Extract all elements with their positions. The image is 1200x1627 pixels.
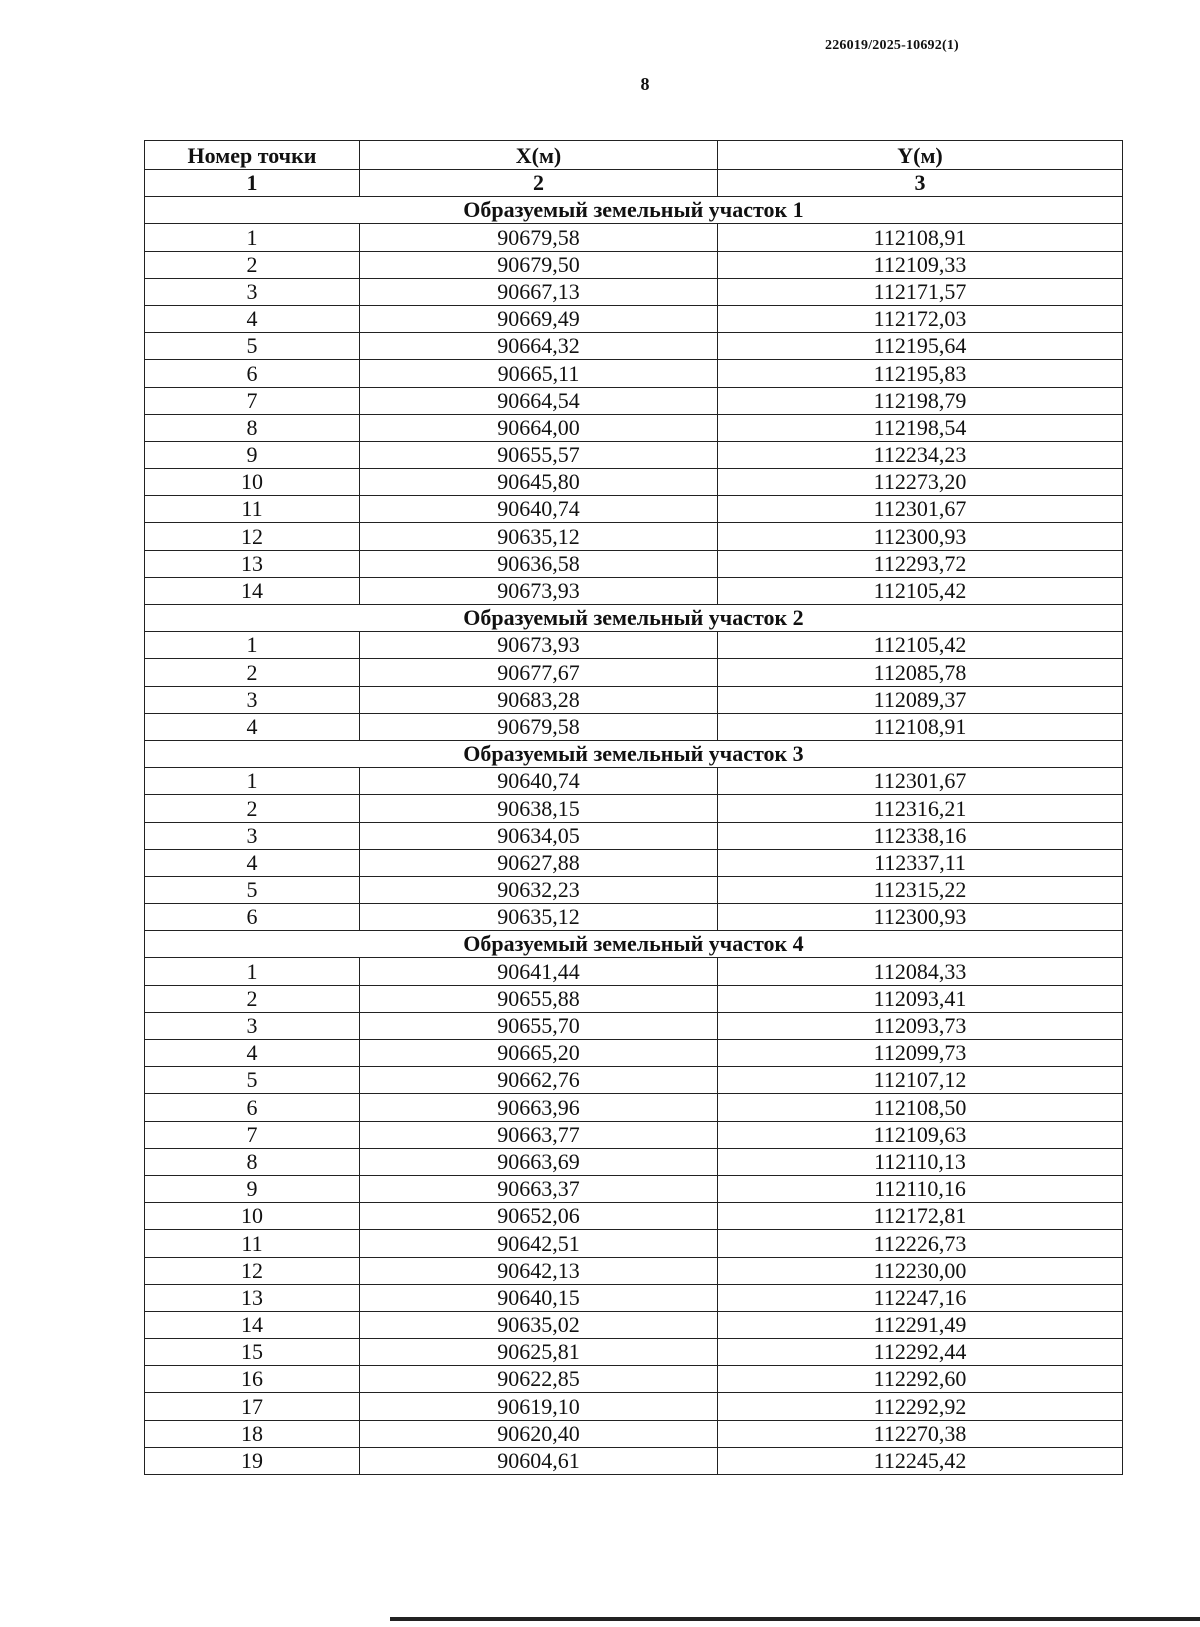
point-number-cell: 2 [145,985,360,1012]
table-row [145,1311,1123,1338]
x-coordinate-cell: 90642,13 [360,1257,718,1284]
x-coordinate-cell: 90638,15 [360,795,718,822]
section-title: Образуемый земельный участок 1 [145,197,1123,224]
table-row [145,1420,1123,1447]
y-coordinate-cell: 112105,42 [718,632,1123,659]
x-coordinate-cell: 90640,74 [360,496,718,523]
point-number-cell: 7 [145,1121,360,1148]
x-coordinate-cell: 90669,49 [360,305,718,332]
header-row [145,141,1123,170]
x-coordinate-cell: 90634,05 [360,822,718,849]
scan-edge-line [390,1617,1200,1621]
table-row [145,904,1123,931]
y-coordinate-cell: 112316,21 [718,795,1123,822]
y-coordinate-cell: 112198,54 [718,414,1123,441]
table-row [145,985,1123,1012]
column-number: 1 [145,170,360,197]
y-coordinate-cell: 112337,11 [718,849,1123,876]
point-number-cell: 5 [145,1067,360,1094]
point-number-cell: 1 [145,768,360,795]
table-row [145,1447,1123,1474]
x-coordinate-cell: 90655,70 [360,1012,718,1039]
table-row [145,1094,1123,1121]
table-row [145,550,1123,577]
x-coordinate-cell: 90635,02 [360,1311,718,1338]
table-row [145,686,1123,713]
x-coordinate-cell: 90622,85 [360,1366,718,1393]
point-number-cell: 3 [145,822,360,849]
table-row [145,849,1123,876]
x-coordinate-cell: 90679,58 [360,224,718,251]
y-coordinate-cell: 112292,60 [718,1366,1123,1393]
y-coordinate-cell: 112301,67 [718,496,1123,523]
x-coordinate-cell: 90679,50 [360,251,718,278]
point-number-cell: 5 [145,876,360,903]
y-coordinate-cell: 112084,33 [718,958,1123,985]
x-coordinate-cell: 90620,40 [360,1420,718,1447]
y-coordinate-cell: 112195,64 [718,333,1123,360]
table-row [145,1230,1123,1257]
table-row [145,795,1123,822]
y-coordinate-cell: 112093,73 [718,1012,1123,1039]
y-coordinate-cell: 112293,72 [718,550,1123,577]
y-coordinate-cell: 112089,37 [718,686,1123,713]
table-row [145,1121,1123,1148]
table-row [145,469,1123,496]
x-coordinate-cell: 90652,06 [360,1203,718,1230]
x-coordinate-cell: 90665,20 [360,1040,718,1067]
y-coordinate-cell: 112315,22 [718,876,1123,903]
point-number-cell: 3 [145,278,360,305]
point-number-cell: 2 [145,251,360,278]
table-row [145,659,1123,686]
y-coordinate-cell: 112171,57 [718,278,1123,305]
y-coordinate-cell: 112108,50 [718,1094,1123,1121]
point-number-cell: 11 [145,496,360,523]
table-row [145,496,1123,523]
point-number-cell: 15 [145,1339,360,1366]
y-coordinate-cell: 112172,03 [718,305,1123,332]
y-coordinate-cell: 112110,16 [718,1175,1123,1202]
point-number-cell: 11 [145,1230,360,1257]
x-coordinate-cell: 90655,57 [360,441,718,468]
y-coordinate-cell: 112273,20 [718,469,1123,496]
column-header-point-number: Номер точки [145,141,360,170]
point-number-cell: 6 [145,360,360,387]
point-number-cell: 19 [145,1447,360,1474]
table-row [145,360,1123,387]
table-row [145,414,1123,441]
column-header-y: Y(м) [718,141,1123,170]
column-number: 2 [360,170,718,197]
y-coordinate-cell: 112234,23 [718,441,1123,468]
table-row [145,632,1123,659]
y-coordinate-cell: 112198,79 [718,387,1123,414]
point-number-cell: 14 [145,577,360,604]
x-coordinate-cell: 90640,15 [360,1284,718,1311]
table-row [145,441,1123,468]
x-coordinate-cell: 90664,32 [360,333,718,360]
table-row [145,822,1123,849]
point-number-cell: 4 [145,305,360,332]
point-number-cell: 8 [145,1148,360,1175]
x-coordinate-cell: 90673,93 [360,632,718,659]
y-coordinate-cell: 112099,73 [718,1040,1123,1067]
point-number-cell: 4 [145,849,360,876]
point-number-cell: 5 [145,333,360,360]
y-coordinate-cell: 112226,73 [718,1230,1123,1257]
point-number-cell: 13 [145,550,360,577]
y-coordinate-cell: 112291,49 [718,1311,1123,1338]
y-coordinate-cell: 112172,81 [718,1203,1123,1230]
x-coordinate-cell: 90683,28 [360,686,718,713]
y-coordinate-cell: 112109,63 [718,1121,1123,1148]
point-number-cell: 13 [145,1284,360,1311]
x-coordinate-cell: 90645,80 [360,469,718,496]
point-number-cell: 17 [145,1393,360,1420]
point-number-cell: 16 [145,1366,360,1393]
x-coordinate-cell: 90619,10 [360,1393,718,1420]
table-row [145,1012,1123,1039]
y-coordinate-cell: 112195,83 [718,360,1123,387]
table-row [145,387,1123,414]
point-number-cell: 12 [145,523,360,550]
x-coordinate-cell: 90663,77 [360,1121,718,1148]
point-number-cell: 8 [145,414,360,441]
table-row [145,713,1123,740]
table-row [145,278,1123,305]
y-coordinate-cell: 112085,78 [718,659,1123,686]
point-number-cell: 14 [145,1311,360,1338]
x-coordinate-cell: 90667,13 [360,278,718,305]
table-row [145,1339,1123,1366]
table-row [145,768,1123,795]
y-coordinate-cell: 112292,92 [718,1393,1123,1420]
table-row [145,1203,1123,1230]
x-coordinate-cell: 90642,51 [360,1230,718,1257]
table-row [145,1257,1123,1284]
point-number-cell: 3 [145,1012,360,1039]
table-row [145,1040,1123,1067]
point-number-cell: 6 [145,1094,360,1121]
table-row [145,577,1123,604]
table-row [145,1366,1123,1393]
y-coordinate-cell: 112338,16 [718,822,1123,849]
table-body [145,197,1123,1475]
table-row [145,958,1123,985]
section-title: Образуемый земельный участок 3 [145,740,1123,767]
point-number-cell: 4 [145,713,360,740]
document-id: 226019/2025-10692(1) [825,38,959,53]
y-coordinate-cell: 112107,12 [718,1067,1123,1094]
point-number-cell: 10 [145,1203,360,1230]
point-number-cell: 1 [145,224,360,251]
y-coordinate-cell: 112301,67 [718,768,1123,795]
coordinates-table [144,140,1123,1475]
table-row [145,1148,1123,1175]
point-number-cell: 7 [145,387,360,414]
x-coordinate-cell: 90640,74 [360,768,718,795]
table-row [145,333,1123,360]
y-coordinate-cell: 112105,42 [718,577,1123,604]
x-coordinate-cell: 90665,11 [360,360,718,387]
y-coordinate-cell: 112245,42 [718,1447,1123,1474]
y-coordinate-cell: 112110,13 [718,1148,1123,1175]
x-coordinate-cell: 90632,23 [360,876,718,903]
y-coordinate-cell: 112109,33 [718,251,1123,278]
point-number-cell: 6 [145,904,360,931]
point-number-cell: 3 [145,686,360,713]
section-row [145,931,1123,958]
point-number-cell: 12 [145,1257,360,1284]
x-coordinate-cell: 90673,93 [360,577,718,604]
point-number-cell: 18 [145,1420,360,1447]
point-number-cell: 2 [145,795,360,822]
x-coordinate-cell: 90641,44 [360,958,718,985]
x-coordinate-cell: 90635,12 [360,523,718,550]
x-coordinate-cell: 90663,96 [360,1094,718,1121]
y-coordinate-cell: 112292,44 [718,1339,1123,1366]
column-number: 3 [718,170,1123,197]
x-coordinate-cell: 90664,54 [360,387,718,414]
table-row [145,1284,1123,1311]
table-row [145,1393,1123,1420]
y-coordinate-cell: 112230,00 [718,1257,1123,1284]
y-coordinate-cell: 112108,91 [718,713,1123,740]
point-number-cell: 2 [145,659,360,686]
x-coordinate-cell: 90655,88 [360,985,718,1012]
x-coordinate-cell: 90677,67 [360,659,718,686]
column-number-row [145,170,1123,197]
table-row [145,224,1123,251]
x-coordinate-cell: 90662,76 [360,1067,718,1094]
section-row [145,740,1123,767]
y-coordinate-cell: 112270,38 [718,1420,1123,1447]
table-row [145,1067,1123,1094]
point-number-cell: 9 [145,1175,360,1202]
x-coordinate-cell: 90663,37 [360,1175,718,1202]
x-coordinate-cell: 90635,12 [360,904,718,931]
point-number-cell: 1 [145,632,360,659]
x-coordinate-cell: 90664,00 [360,414,718,441]
page-number: 8 [640,74,650,94]
point-number-cell: 10 [145,469,360,496]
x-coordinate-cell: 90663,69 [360,1148,718,1175]
y-coordinate-cell: 112093,41 [718,985,1123,1012]
y-coordinate-cell: 112300,93 [718,523,1123,550]
x-coordinate-cell: 90604,61 [360,1447,718,1474]
section-title: Образуемый земельный участок 2 [145,605,1123,632]
point-number-cell: 9 [145,441,360,468]
section-title: Образуемый земельный участок 4 [145,931,1123,958]
y-coordinate-cell: 112247,16 [718,1284,1123,1311]
table-row [145,305,1123,332]
table-row [145,1175,1123,1202]
section-row [145,605,1123,632]
table-row [145,876,1123,903]
x-coordinate-cell: 90679,58 [360,713,718,740]
section-row [145,197,1123,224]
x-coordinate-cell: 90625,81 [360,1339,718,1366]
table-row [145,523,1123,550]
point-number-cell: 4 [145,1040,360,1067]
table-row [145,251,1123,278]
point-number-cell: 1 [145,958,360,985]
x-coordinate-cell: 90636,58 [360,550,718,577]
y-coordinate-cell: 112300,93 [718,904,1123,931]
y-coordinate-cell: 112108,91 [718,224,1123,251]
x-coordinate-cell: 90627,88 [360,849,718,876]
column-header-x: X(м) [360,141,718,170]
